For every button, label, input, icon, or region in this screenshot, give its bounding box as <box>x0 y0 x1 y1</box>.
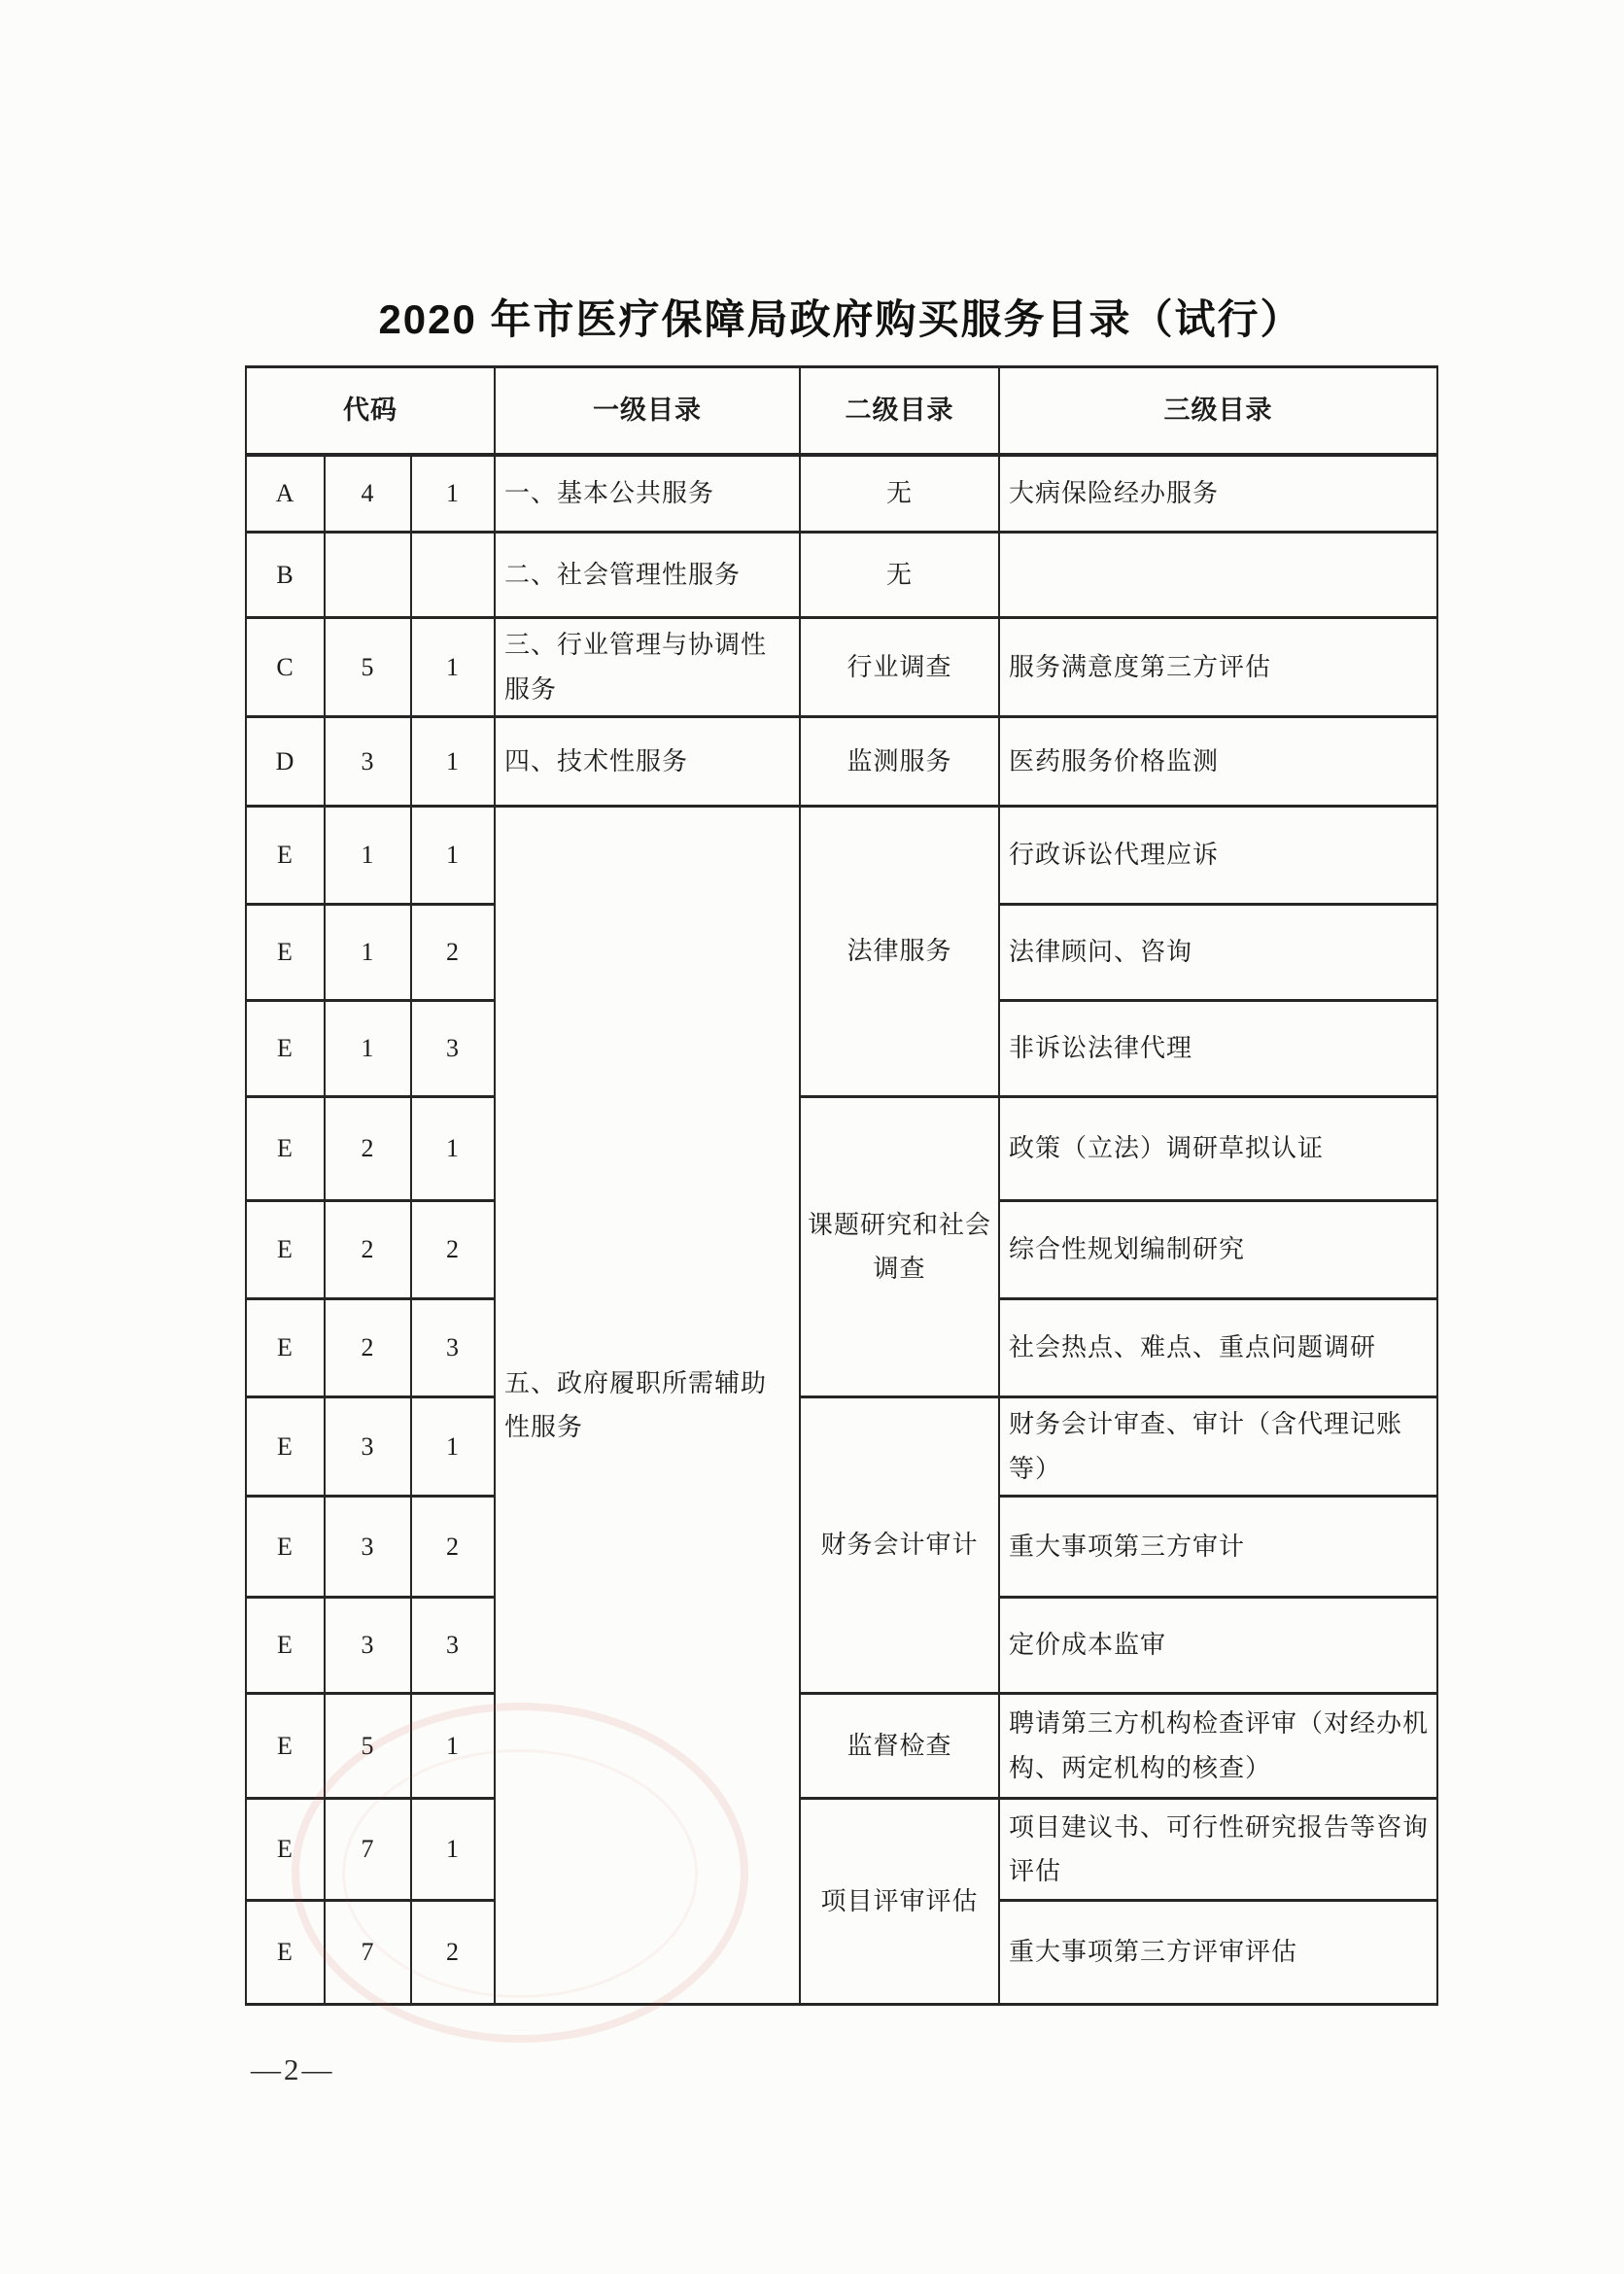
cell-level2-catalog: 监测服务 <box>800 717 999 807</box>
cell-code-minor: 3 <box>411 1598 495 1694</box>
cell-level3-catalog: 政策（立法）调研草拟认证 <box>999 1097 1437 1201</box>
cell-level2-catalog-merged: 课题研究和社会调查 <box>800 1097 999 1397</box>
table-row <box>246 1694 1437 1799</box>
header-code: 代码 <box>246 367 495 455</box>
cell-code-major <box>325 533 411 618</box>
table-row <box>246 1397 1437 1497</box>
cell-level3-catalog: 项目建议书、可行性研究报告等咨询评估 <box>999 1799 1437 1901</box>
cell-code-minor: 1 <box>411 1799 495 1901</box>
cell-level1-catalog: 四、技术性服务 <box>495 717 800 807</box>
cell-code-major: 1 <box>325 905 411 1001</box>
cell-code-minor: 1 <box>411 1694 495 1799</box>
cell-code-minor: 3 <box>411 1299 495 1397</box>
cell-level2-catalog: 监督检查 <box>800 1694 999 1799</box>
cell-code-major: 3 <box>325 1497 411 1598</box>
cell-code-major: 7 <box>325 1901 411 2005</box>
cell-level3-catalog: 定价成本监审 <box>999 1598 1437 1694</box>
header-level3: 三级目录 <box>999 367 1437 455</box>
cell-code-major: 3 <box>325 1397 411 1497</box>
cell-code-major: 2 <box>325 1097 411 1201</box>
cell-level2-catalog: 行业调查 <box>800 618 999 717</box>
table-row <box>246 807 1437 905</box>
cell-code-letter: E <box>246 1201 325 1299</box>
cell-code-minor: 1 <box>411 807 495 905</box>
cell-code-major: 2 <box>325 1201 411 1299</box>
cell-code-minor: 1 <box>411 618 495 717</box>
cell-code-letter: E <box>246 1901 325 2005</box>
cell-code-minor: 1 <box>411 1397 495 1497</box>
table-header-row <box>246 367 1437 455</box>
cell-level3-catalog: 法律顾问、咨询 <box>999 905 1437 1001</box>
table-row <box>246 533 1437 618</box>
cell-code-major: 2 <box>325 1299 411 1397</box>
cell-code-major: 5 <box>325 618 411 717</box>
cell-level3-catalog: 非诉讼法律代理 <box>999 1001 1437 1097</box>
cell-code-letter: E <box>246 905 325 1001</box>
cell-code-minor: 1 <box>411 1097 495 1201</box>
cell-code-minor: 1 <box>411 717 495 807</box>
cell-level3-catalog: 综合性规划编制研究 <box>999 1201 1437 1299</box>
cell-code-major: 3 <box>325 1598 411 1694</box>
cell-code-minor: 2 <box>411 1497 495 1598</box>
cell-level1-catalog-merged: 五、政府履职所需辅助性服务 <box>495 807 800 2005</box>
cell-code-letter: E <box>246 1799 325 1901</box>
page-number: —2— <box>251 2052 335 2086</box>
cell-level3-catalog: 重大事项第三方审计 <box>999 1497 1437 1598</box>
cell-level2-catalog-merged: 项目评审评估 <box>800 1799 999 2005</box>
table-row <box>246 455 1437 533</box>
cell-level2-catalog: 无 <box>800 533 999 618</box>
header-level1: 一级目录 <box>495 367 800 455</box>
cell-code-letter: A <box>246 455 325 533</box>
cell-code-letter: C <box>246 618 325 717</box>
table-row <box>246 618 1437 717</box>
cell-level1-catalog: 二、社会管理性服务 <box>495 533 800 618</box>
cell-level2-catalog-merged: 法律服务 <box>800 807 999 1097</box>
cell-level3-catalog <box>999 533 1437 618</box>
cell-code-major: 1 <box>325 807 411 905</box>
cell-code-minor: 2 <box>411 905 495 1001</box>
cell-code-minor: 1 <box>411 455 495 533</box>
cell-code-letter: E <box>246 1299 325 1397</box>
cell-level3-catalog: 医药服务价格监测 <box>999 717 1437 807</box>
cell-level2-catalog-merged: 财务会计审计 <box>800 1397 999 1694</box>
cell-code-minor: 3 <box>411 1001 495 1097</box>
table-row <box>246 1799 1437 1901</box>
cell-code-minor: 2 <box>411 1201 495 1299</box>
cell-level3-catalog: 财务会计审查、审计（含代理记账等） <box>999 1397 1437 1497</box>
cell-level3-catalog: 社会热点、难点、重点问题调研 <box>999 1299 1437 1397</box>
cell-code-letter: E <box>246 1397 325 1497</box>
cell-level3-catalog: 服务满意度第三方评估 <box>999 618 1437 717</box>
cell-code-major: 7 <box>325 1799 411 1901</box>
cell-code-letter: E <box>246 1598 325 1694</box>
cell-code-letter: E <box>246 1497 325 1598</box>
cell-code-letter: B <box>246 533 325 618</box>
page-title: 2020 年市医疗保障局政府购买服务目录（试行） <box>378 296 1303 342</box>
cell-code-major: 5 <box>325 1694 411 1799</box>
cell-code-letter: D <box>246 717 325 807</box>
cell-code-major: 1 <box>325 1001 411 1097</box>
cell-code-letter: E <box>246 1694 325 1799</box>
cell-level3-catalog: 聘请第三方机构检查评审（对经办机构、两定机构的核查） <box>999 1694 1437 1799</box>
cell-level2-catalog: 无 <box>800 455 999 533</box>
cell-code-letter: E <box>246 1097 325 1201</box>
catalog-table <box>245 365 1438 2006</box>
cell-level1-catalog: 一、基本公共服务 <box>495 455 800 533</box>
cell-code-letter: E <box>246 1001 325 1097</box>
cell-code-major: 3 <box>325 717 411 807</box>
cell-code-major: 4 <box>325 455 411 533</box>
table-row <box>246 717 1437 807</box>
cell-level1-catalog: 三、行业管理与协调性服务 <box>495 618 800 717</box>
cell-code-minor: 2 <box>411 1901 495 2005</box>
header-level2: 二级目录 <box>800 367 999 455</box>
cell-level3-catalog: 重大事项第三方评审评估 <box>999 1901 1437 2005</box>
cell-code-letter: E <box>246 807 325 905</box>
cell-level3-catalog: 大病保险经办服务 <box>999 455 1437 533</box>
cell-code-minor <box>411 533 495 618</box>
cell-level3-catalog: 行政诉讼代理应诉 <box>999 807 1437 905</box>
table-row <box>246 1097 1437 1201</box>
